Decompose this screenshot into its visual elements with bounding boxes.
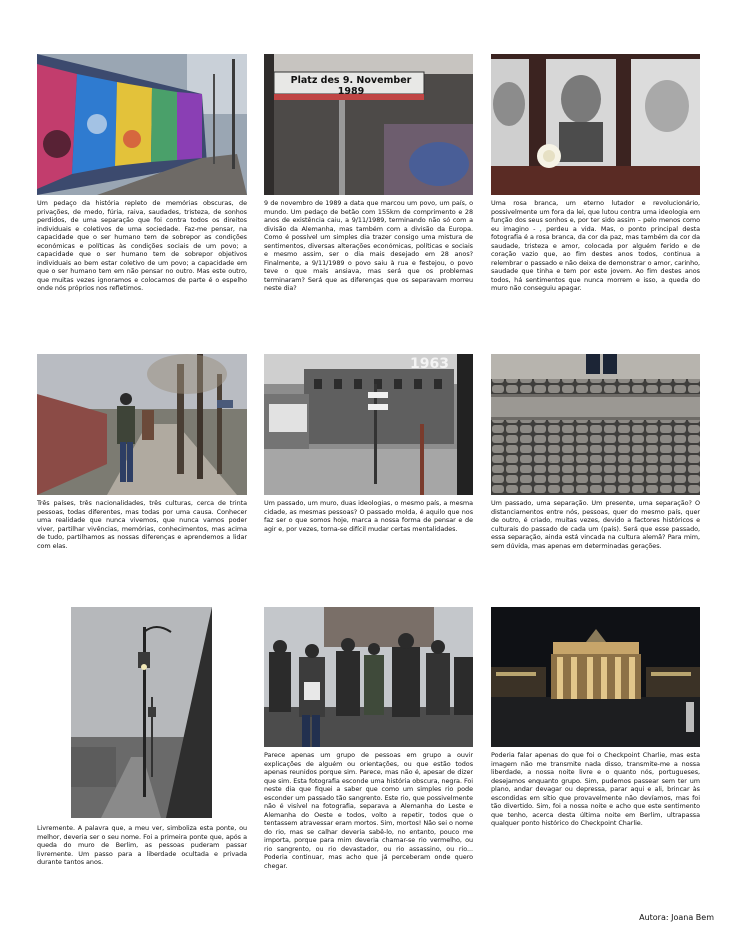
photo-year-label: 1963: [410, 356, 449, 372]
memorial-portraits-white-rose-photo: [491, 54, 700, 195]
cobblestone-wall-line-photo: [491, 354, 700, 495]
caption-night-in-berlin: Poderia falar apenas do que foi o Checkpoint Charlie, mas esta imagem não me transmite nada disso, transmite-me a nossa liberdade, a nossa noite livre e o quanto nós, portugueses, desejamos enquanto grupo. Sim, pudemos passear sem ter um plano, andar devagar ou depressa, parar aqui e ali, brincar às escondidas em sítio que provavelmente não devíamos, mas foi tão divertido. Sim, foi a nossa noite e acho que este sentimento que tenho, acerca desta última noite em Berlim, ultrapassa qualquer ponto histórico do Checkpoint Charlie.: [491, 751, 700, 827]
caption-bridge-freedom: Livremente. A palavra que, a meu ver, simboliza esta ponte, ou melhor, deveria ser o seu nome. Foi a primeira ponte que, após a queda do muro de Berlim, as pessoas puderam passar livremente. Um passo para a liberdade ocultada e privada durante tantos anos.: [37, 824, 247, 866]
people-walking-along-wall-photo: [37, 354, 247, 495]
group-of-people-photo: [264, 607, 473, 747]
berlin-wall-graffiti-photo: [37, 54, 247, 195]
caption-white-rose: Uma rosa branca, um eterno lutador e revolucionário, possivelmente um fora da lei, que lutou contra uma ideologia em função dos seus sonhos e, por ter sido assim – pelo menos como eu imagino - , perdeu a vida. Mas, o ponto principal desta fotografia é a rosa branca, da cor da paz, mas também da cor da saudade, tristeza e amor, colocada por alguém ferido e de coração vazio que, ao fim destes anos todos, continua a relembrar o passado e não deixa de demonstrar o amor, carinho, saudade que tinha e tem por este jovem. Ao fim destes anos todos, há sentimentos que nunca morrem e isso, a queda do muro não conseguiu apagar.: [491, 199, 700, 292]
caption-river-story: Parece apenas um grupo de pessoas em grupo a ouvir explicações de alguém ou orientações, ou que estão todos apenas reunidos porque sim. Parece, mas não é, apesar de dizer que sim. Esta fotografia esconde uma história obscura, negra. Foi neste dia que fiquei a saber que como um simples rio pode esconder um passado tão sangrento. Este rio, que possivelmente não é visível na fotografia, separava a Alemanha do Leste e Alemanha do Oeste e todos, volto a repetir, todos que o tentassem atravessar eram mortos. Sim, mortos! Não sei o nome do rio, mas se calhar deveria sabê-lo, no entanto, pouco me importa, porque para mim deveria chamar-se rio vermelho, ou rio sangrento, ou rio devastador, ou rio assassino, ou rio... Poderia continuar, mas acho que já perceberam onde quero chegar.: [264, 751, 473, 870]
caption-one-past-one-wall: Um passado, um muro, duas ideologias, o mesmo país, a mesma cidade, as mesmas pessoas? O passado molda, é aquilo que nos faz ser o que somos hoje, marca a nossa forma de pensar e de agir e, por vezes, torna-se difícil mudar certas mentalidades.: [264, 499, 473, 533]
street-lamps-bridge-photo: [71, 607, 212, 818]
caption-three-countries: Três países, três nacionalidades, três culturas, cerca de trinta pessoas, todas diferentes, mas todas por uma causa. Conhecer uma realidade que nunca vivemos, que nunca vamos poder viver, partilhar vivências, memórias, conhecimentos, mas acima de tudo, partilhamos as nossas diferenças e aprendemos a lidar com elas.: [37, 499, 247, 550]
historic-1963-photo: [264, 354, 473, 495]
brandenburg-gate-night-photo: [491, 607, 700, 747]
author-credit: Autora: Joana Bem: [639, 913, 714, 922]
street-sign-text: Platz des 9. November 1989: [290, 75, 412, 97]
caption-one-separation: Um passado, uma separação. Um presente, uma separação? O distanciamentos entre nós, pessoas, quer do mesmo país, quer de outro, é criado, muitas vezes, devido a factores históricos e culturais do passado de cada um (país). Será que esse passado, essa separação, ainda está vincada na cultura alemã? Para mim, sem dúvida, mas apenas em determinadas gerações.: [491, 499, 700, 550]
caption-wall-memories: Um pedaço da história repleto de memórias obscuras, de privações, de medo, fúria, raiva, saudades, tristeza, de sonhos perdidos, de uma separação que foi contra todos os direitos individuais e coletivos de uma sociedade. Faz-me pensar, na capacidade que o ser humano tem de sobrepor as condições económicas e políticas às condições sociais de um povo; a capacidade que o ser humano tem de sobrepor objetivos individuais ao bem estar coletivo de um povo; a capacidade em que o ser humano tem em não pensar no outro. Mas este outro, que muitas vezes ignoramos e colocamos de parte é o espelho onde nós próprios nos refletimos.: [37, 199, 247, 292]
caption-november-1989: 9 de novembro de 1989 a data que marcou um povo, um país, o mundo. Um pedaço de betão com 155km de comprimento e 28 anos de existência caiu, a 9/11/1989, terminando não só com a divisão da Alemanha, mas também com a divisão da Europa. Como é possível um simples dia trazer consigo uma mistura de sentimentos, diversas alterações económicas, políticas e sociais e mesmo assim, ser o dia mais desejado em 28 anos? Finalmente, a 9/11/1989 o povo saiu à rua e festejou, o povo teve o que mais ansiava, mas será que os problemas terminaram? Será que as diferenças que os separavam morreu neste dia?: [264, 199, 473, 292]
